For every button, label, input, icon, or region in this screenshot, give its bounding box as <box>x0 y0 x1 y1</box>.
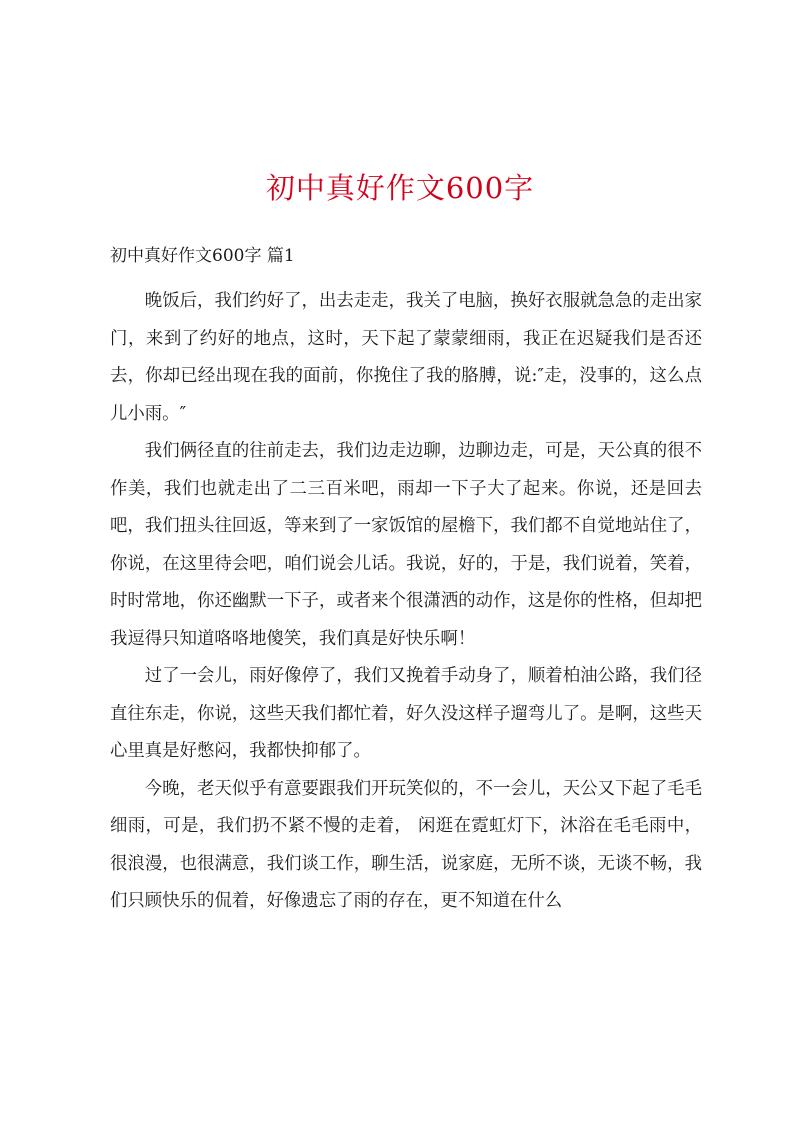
paragraph: 今晚，老天似乎有意要跟我们开玩笑似的，不一会儿，天公又下起了毛毛细雨，可是，我们扔不紧不慢的走着， 闲逛在霓虹灯下，沐浴在毛毛雨中，很浪漫，也很满意，我们谈工作，聊生活，说家庭，无所不谈，无谈不畅，我们只顾快乐的侃着，好像遗忘了雨的存在，更不知道在什么 <box>110 778 702 911</box>
paragraph: 过了一会儿，雨好像停了，我们又挽着手动身了，顺着柏油公路，我们径直往东走，你说，这些天我们都忙着，好久没这样子遛弯儿了。是啊，这些天心里真是好憋闷，我都快抑郁了。 <box>110 666 702 761</box>
section-heading: 初中真好作文600字 篇1 <box>110 246 295 266</box>
paragraph: 我们俩径直的往前走去，我们边走边聊，边聊边走，可是，天公真的很不作美，我们也就走出了二三百米吧，雨却一下子大了起来。你说，还是回去吧，我们扭头往回返，等来到了一家饭馆的屋檐下，我们都不自觉地站住了，你说，在这里待会吧，咱们说会儿话。我说，好的，于是，我们说着，笑着，时时常地，你还幽默一下子，或者来个很潇洒的动作，这是你的性格，但却把我逗得只知道咯咯地傻笑，我们真是好快乐啊！ <box>110 441 702 649</box>
document-title: 初中真好作文600字 <box>265 171 535 205</box>
document-body <box>110 283 702 921</box>
paragraph: 晚饭后，我们约好了，出去走走，我关了电脑，换好衣服就急急的走出家门，来到了约好的地点，这时，天下起了蒙蒙细雨，我正在迟疑我们是否还去，你却已经出现在我的面前，你挽住了我的胳膊，说:″走，没事的，这么点儿小雨。″ <box>110 291 702 424</box>
